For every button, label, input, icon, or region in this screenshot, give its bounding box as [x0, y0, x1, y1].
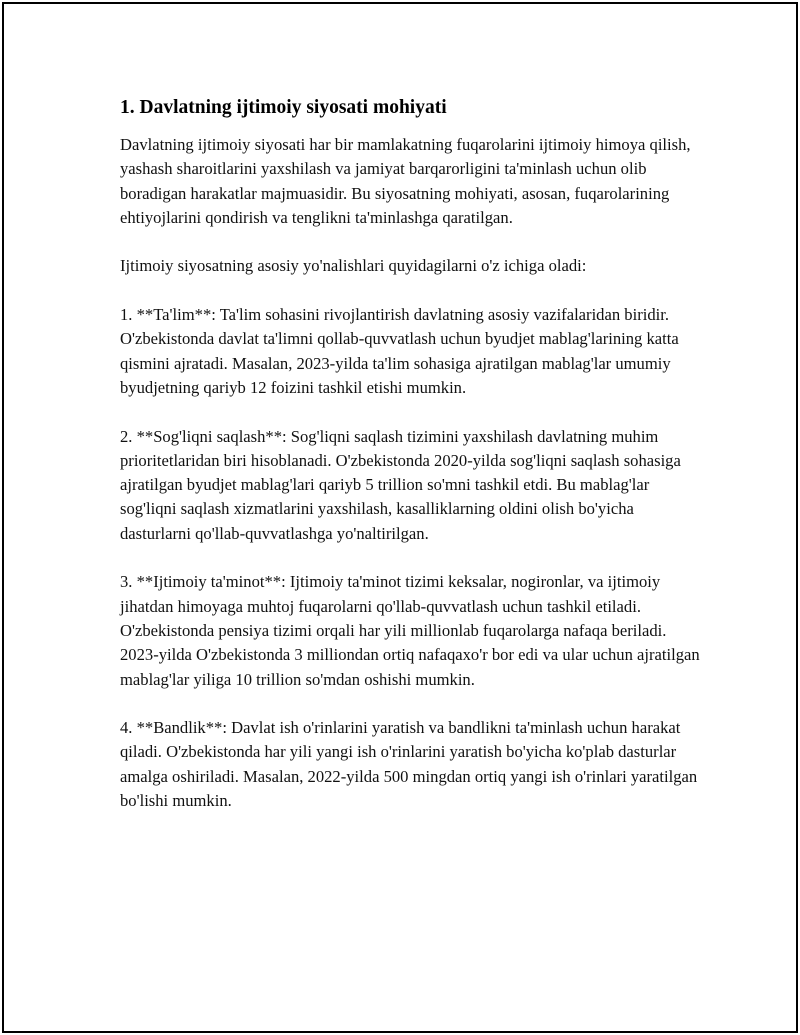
paragraph-intro: Davlatning ijtimoiy siyosati har bir mamlakatning fuqarolarini ijtimoiy himoya qilish, yashash sharoitlarini yaxshilash va jamiyat barqarorligini ta'minlash uchun olib boradigan harakatlar majmuasidir. Bu siyosatning mohiyati, asosan, fuqarolarining ehtiyojlarini qondirish va tenglikni ta'minlashga qaratilgan. [120, 135, 691, 227]
paragraph-health: 2. **Sog'liqni saqlash**: Sog'liqni saqlash tizimini yaxshilash davlatning muhim prioritetlaridan biri hisoblanadi. O'zbekistonda 2020-yilda sog'liqni saqlash sohasiga ajratilgan byudjet mablag'lari qariyb 5 trillion so'mni tashkil etdi. Bu mablag'lar sog'liqni saqlash xizmatlarini yaxshilash, kasalliklarning oldini olish bo'yicha dasturlarni qo'llab-quvvatlashga yo'naltirilgan. [120, 426, 681, 543]
paragraph-employment: 4. **Bandlik**: Davlat ish o'rinlarini yaratish va bandlikni ta'minlash uchun harakat qiladi. O'zbekistonda har yili yangi ish o'rinlarini yaratish bo'yicha ko'plab dasturlar amalga oshiriladi. Masalan, 2022-yilda 500 mingdan ortiq yangi ish o'rinlari yaratilgan bo'lishi mumkin. [120, 718, 698, 811]
paragraph-directions: Ijtimoiy siyosatning asosiy yo'nalishlari quyidagilarni o'z ichiga oladi: [120, 256, 587, 276]
section-heading: 1. Davlatning ijtimoiy siyosati mohiyati [120, 97, 447, 118]
paragraph-education: 1. **Ta'lim**: Ta'lim sohasini rivojlantirish davlatning asosiy vazifalaridan biridir. O'zbekistonda davlat ta'limni qollab-quvvatlash uchun byudjet mablag'larining katta qismini ajratadi. Masalan, 2023-yilda ta'lim sohasiga ajratilgan mablag'lar umumiy byudjetning qariyb 12 foizini tashkil etishi mumkin. [120, 305, 679, 397]
document-body [120, 96, 700, 838]
paragraph-social-security: 3. **Ijtimoiy ta'minot**: Ijtimoiy ta'minot tizimi keksalar, nogironlar, va ijtimoiy jihatdan himoyaga muhtoj fuqarolarni qo'llab-quvvatlash uchun tashkil etiladi. O'zbekistonda pensiya tizimi orqali har yili millionlab fuqarolarga nafaqa beriladi. 2023-yilda O'zbekistonda 3 milliondan ortiq nafaqaxo'r bor edi va ular uchun ajratilgan mablag'lar yiliga 10 trillion so'mdan oshishi mumkin. [120, 572, 700, 689]
page-frame [2, 2, 798, 1033]
